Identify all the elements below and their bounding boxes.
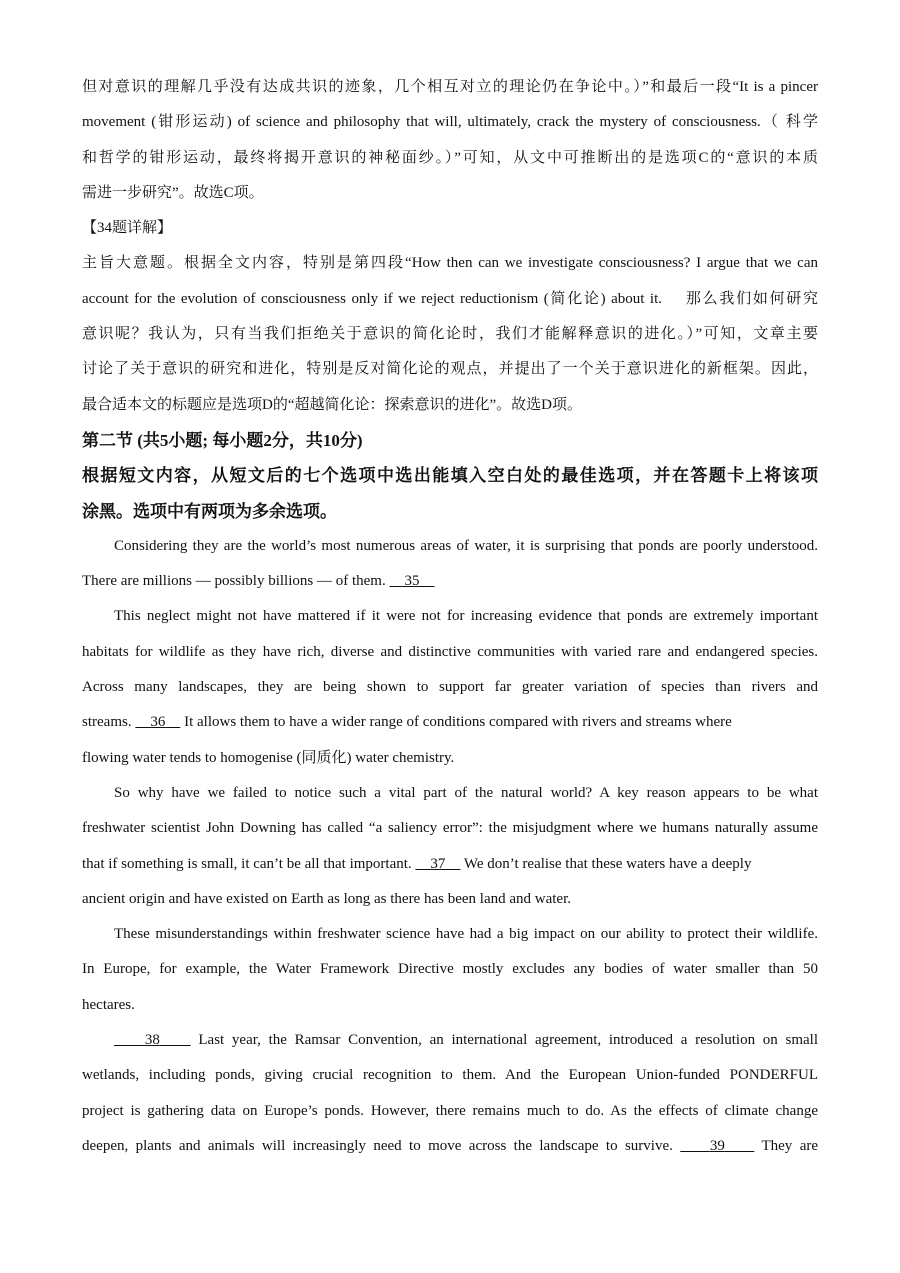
text-line: 最合适本文的标题应是选项D的“超越简化论：探索意识的进化”。故选D项。 bbox=[82, 396, 582, 413]
blank-39 bbox=[680, 1138, 754, 1154]
blank-38 bbox=[114, 1032, 191, 1048]
blank-35 bbox=[389, 573, 434, 589]
text-line: 需进一步研究”。故选C项。 bbox=[82, 184, 264, 201]
text-line: freshwater scientist John Downing has called “a saliency error”: the misjudgment where we humans naturally assume bbox=[82, 820, 818, 837]
text-line: Considering they are the world’s most numerous areas of water, it is surprising that ponds are poorly understood. bbox=[114, 537, 818, 554]
text-line: So why have we failed to notice such a vital part of the natural world? A key reason appears to be what bbox=[114, 784, 818, 801]
text-line bbox=[82, 705, 818, 740]
text-line: habitats for wildlife as they have rich, diverse and distinctive communities with varied rare and endangered species. bbox=[82, 643, 818, 660]
text-line bbox=[82, 847, 818, 882]
q34-heading: 【34题详解】 bbox=[82, 220, 173, 237]
text-segment: It allows them to have a wider range of conditions compared with rivers and streams where bbox=[184, 714, 732, 731]
section-instructions: 根据短文内容，从短文后的七个选项中选出能填入空白处的最佳选项，并在答题卡上将该项 bbox=[82, 466, 818, 486]
text-line: Across many landscapes, they are being shown to support far greater variation of species than rivers and bbox=[82, 679, 818, 696]
text-line: This neglect might not have mattered if it were not for increasing evidence that ponds are extremely important bbox=[114, 608, 818, 625]
text-segment: We don’t realise that these waters have a deeply bbox=[463, 855, 752, 872]
text-line: These misunderstandings within freshwater science have had a big impact on our ability to protect their wildlife. bbox=[114, 926, 818, 943]
blank-number: 38 bbox=[144, 1032, 160, 1049]
text-segment: They are bbox=[761, 1137, 818, 1154]
section-instructions: 涂黑。选项中有两项为多余选项。 bbox=[82, 501, 337, 521]
text-line: account for the evolution of consciousness only if we reject reductionism (简化论) about it. 那么我们如何研究 bbox=[82, 290, 818, 307]
blank-37 bbox=[415, 856, 460, 872]
text-line: movement (钳形运动) of science and philosophy that will, ultimately, crack the mystery of consciousness.（ 科学 bbox=[82, 114, 818, 131]
blank-number: 37 bbox=[430, 855, 446, 872]
text-line: flowing water tends to homogenise (同质化) water chemistry. bbox=[82, 749, 455, 766]
blank-number: 36 bbox=[150, 714, 166, 731]
text-segment: Last year, the Ramsar Convention, an international agreement, introduced a resolution on small bbox=[198, 1032, 818, 1049]
text-segment: streams. bbox=[82, 714, 132, 731]
text-line bbox=[82, 1129, 818, 1164]
document-page bbox=[82, 70, 818, 1164]
text-line: 讨论了关于意识的研究和进化，特别是反对简化论的观点，并提出了一个关于意识进化的新框架。因此， bbox=[82, 361, 818, 378]
text-line: In Europe, for example, the Water Framework Directive mostly excludes any bodies of water smaller than 50 bbox=[82, 961, 818, 978]
text-line: 和哲学的钳形运动，最终将揭开意识的神秘面纱。）”可知，从文中可推断出的是选项C的“意识的本质 bbox=[82, 149, 818, 166]
text-line: 意识呢？我认为，只有当我们拒绝关于意识的简化论时，我们才能解释意识的进化。）”可知，文章主要 bbox=[82, 326, 818, 343]
text-line: 但对意识的理解几乎没有达成共识的迹象，几个相互对立的理论仍在争论中。）”和最后一段“It is a pincer bbox=[82, 79, 818, 95]
text-line: ancient origin and have existed on Earth as long as there has been land and water. bbox=[82, 890, 571, 907]
text-line: hectares. bbox=[82, 996, 135, 1013]
text-line: 主旨大意题。根据全文内容，特别是第四段“How then can we investigate consciousness? I argue that we can bbox=[82, 255, 818, 272]
text-line: wetlands, including ponds, giving crucial recognition to them. And the European Union-funded PONDERFUL bbox=[82, 1067, 818, 1084]
text-segment: deepen, plants and animals will increasingly need to move across the landscape to survive. bbox=[82, 1137, 673, 1154]
text-line: project is gathering data on Europe’s ponds. However, there remains much to do. As the effects of climate change bbox=[82, 1102, 818, 1119]
text-segment: that if something is small, it can’t be all that important. bbox=[82, 855, 412, 872]
blank-36 bbox=[135, 714, 180, 730]
section-title: 第二节 (共5小题; 每小题2分，共10分) bbox=[82, 430, 363, 450]
text-segment: There are millions — possibly billions — of them. bbox=[82, 573, 386, 590]
text-line bbox=[82, 564, 818, 599]
blank-number: 39 bbox=[709, 1137, 725, 1154]
blank-number: 35 bbox=[404, 573, 420, 590]
text-line bbox=[82, 1023, 818, 1058]
